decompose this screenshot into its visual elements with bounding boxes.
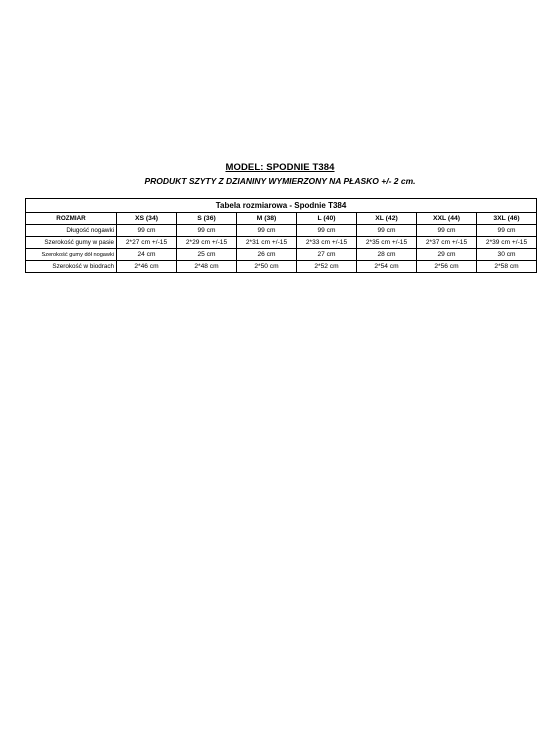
table-cell: 24 cm	[117, 249, 177, 261]
table-row	[26, 249, 537, 261]
table-cell: 2*35 cm +/-15	[357, 237, 417, 249]
table-cell: 29 cm	[417, 249, 477, 261]
table-row	[26, 237, 537, 249]
size-header-label: ROZMIAR	[26, 213, 117, 225]
table-cell: 30 cm	[477, 249, 537, 261]
size-column-header: S (36)	[177, 213, 237, 225]
table-cell: 99 cm	[297, 225, 357, 237]
table-row	[26, 225, 537, 237]
table-cell: 2*58 cm	[477, 261, 537, 273]
table-cell: 2*48 cm	[177, 261, 237, 273]
table-cell: 99 cm	[117, 225, 177, 237]
table-cell: 26 cm	[237, 249, 297, 261]
table-header-row	[26, 213, 537, 225]
table-row	[26, 261, 537, 273]
table-cell: 2*29 cm +/-15	[177, 237, 237, 249]
model-title: MODEL: SPODNIE T384	[225, 162, 335, 173]
measurement-note: PRODUKT SZYTY Z DZIANINY WYMIERZONY NA PŁASKO +/- 2 cm.	[144, 176, 416, 186]
size-column-header: L (40)	[297, 213, 357, 225]
table-cell: 99 cm	[417, 225, 477, 237]
table-cell: 2*46 cm	[117, 261, 177, 273]
table-cell: 2*33 cm +/-15	[297, 237, 357, 249]
table-cell: 2*52 cm	[297, 261, 357, 273]
table-cell: 2*37 cm +/-15	[417, 237, 477, 249]
table-cell: 2*39 cm +/-15	[477, 237, 537, 249]
table-title: Tabela rozmiarowa - Spodnie T384	[26, 199, 537, 213]
table-cell: 28 cm	[357, 249, 417, 261]
table-cell: 27 cm	[297, 249, 357, 261]
table-cell: 2*50 cm	[237, 261, 297, 273]
table-cell: 2*27 cm +/-15	[117, 237, 177, 249]
size-column-header: XS (34)	[117, 213, 177, 225]
size-column-header: 3XL (46)	[477, 213, 537, 225]
row-label: Szerokość gumy dół nogawki	[26, 249, 117, 261]
table-cell: 99 cm	[237, 225, 297, 237]
size-column-header: M (38)	[237, 213, 297, 225]
table-cell: 2*56 cm	[417, 261, 477, 273]
row-label: Szerokość gumy w pasie	[26, 237, 117, 249]
table-title-row	[26, 199, 537, 213]
row-label: Szerokość w biodrach	[26, 261, 117, 273]
size-column-header: XXL (44)	[417, 213, 477, 225]
table-cell: 99 cm	[177, 225, 237, 237]
table-cell: 99 cm	[357, 225, 417, 237]
table-cell: 2*31 cm +/-15	[237, 237, 297, 249]
table-cell: 25 cm	[177, 249, 237, 261]
row-label: Długość nogawki	[26, 225, 117, 237]
size-chart-table	[25, 198, 537, 273]
table-cell: 2*54 cm	[357, 261, 417, 273]
size-column-header: XL (42)	[357, 213, 417, 225]
table-cell: 99 cm	[477, 225, 537, 237]
